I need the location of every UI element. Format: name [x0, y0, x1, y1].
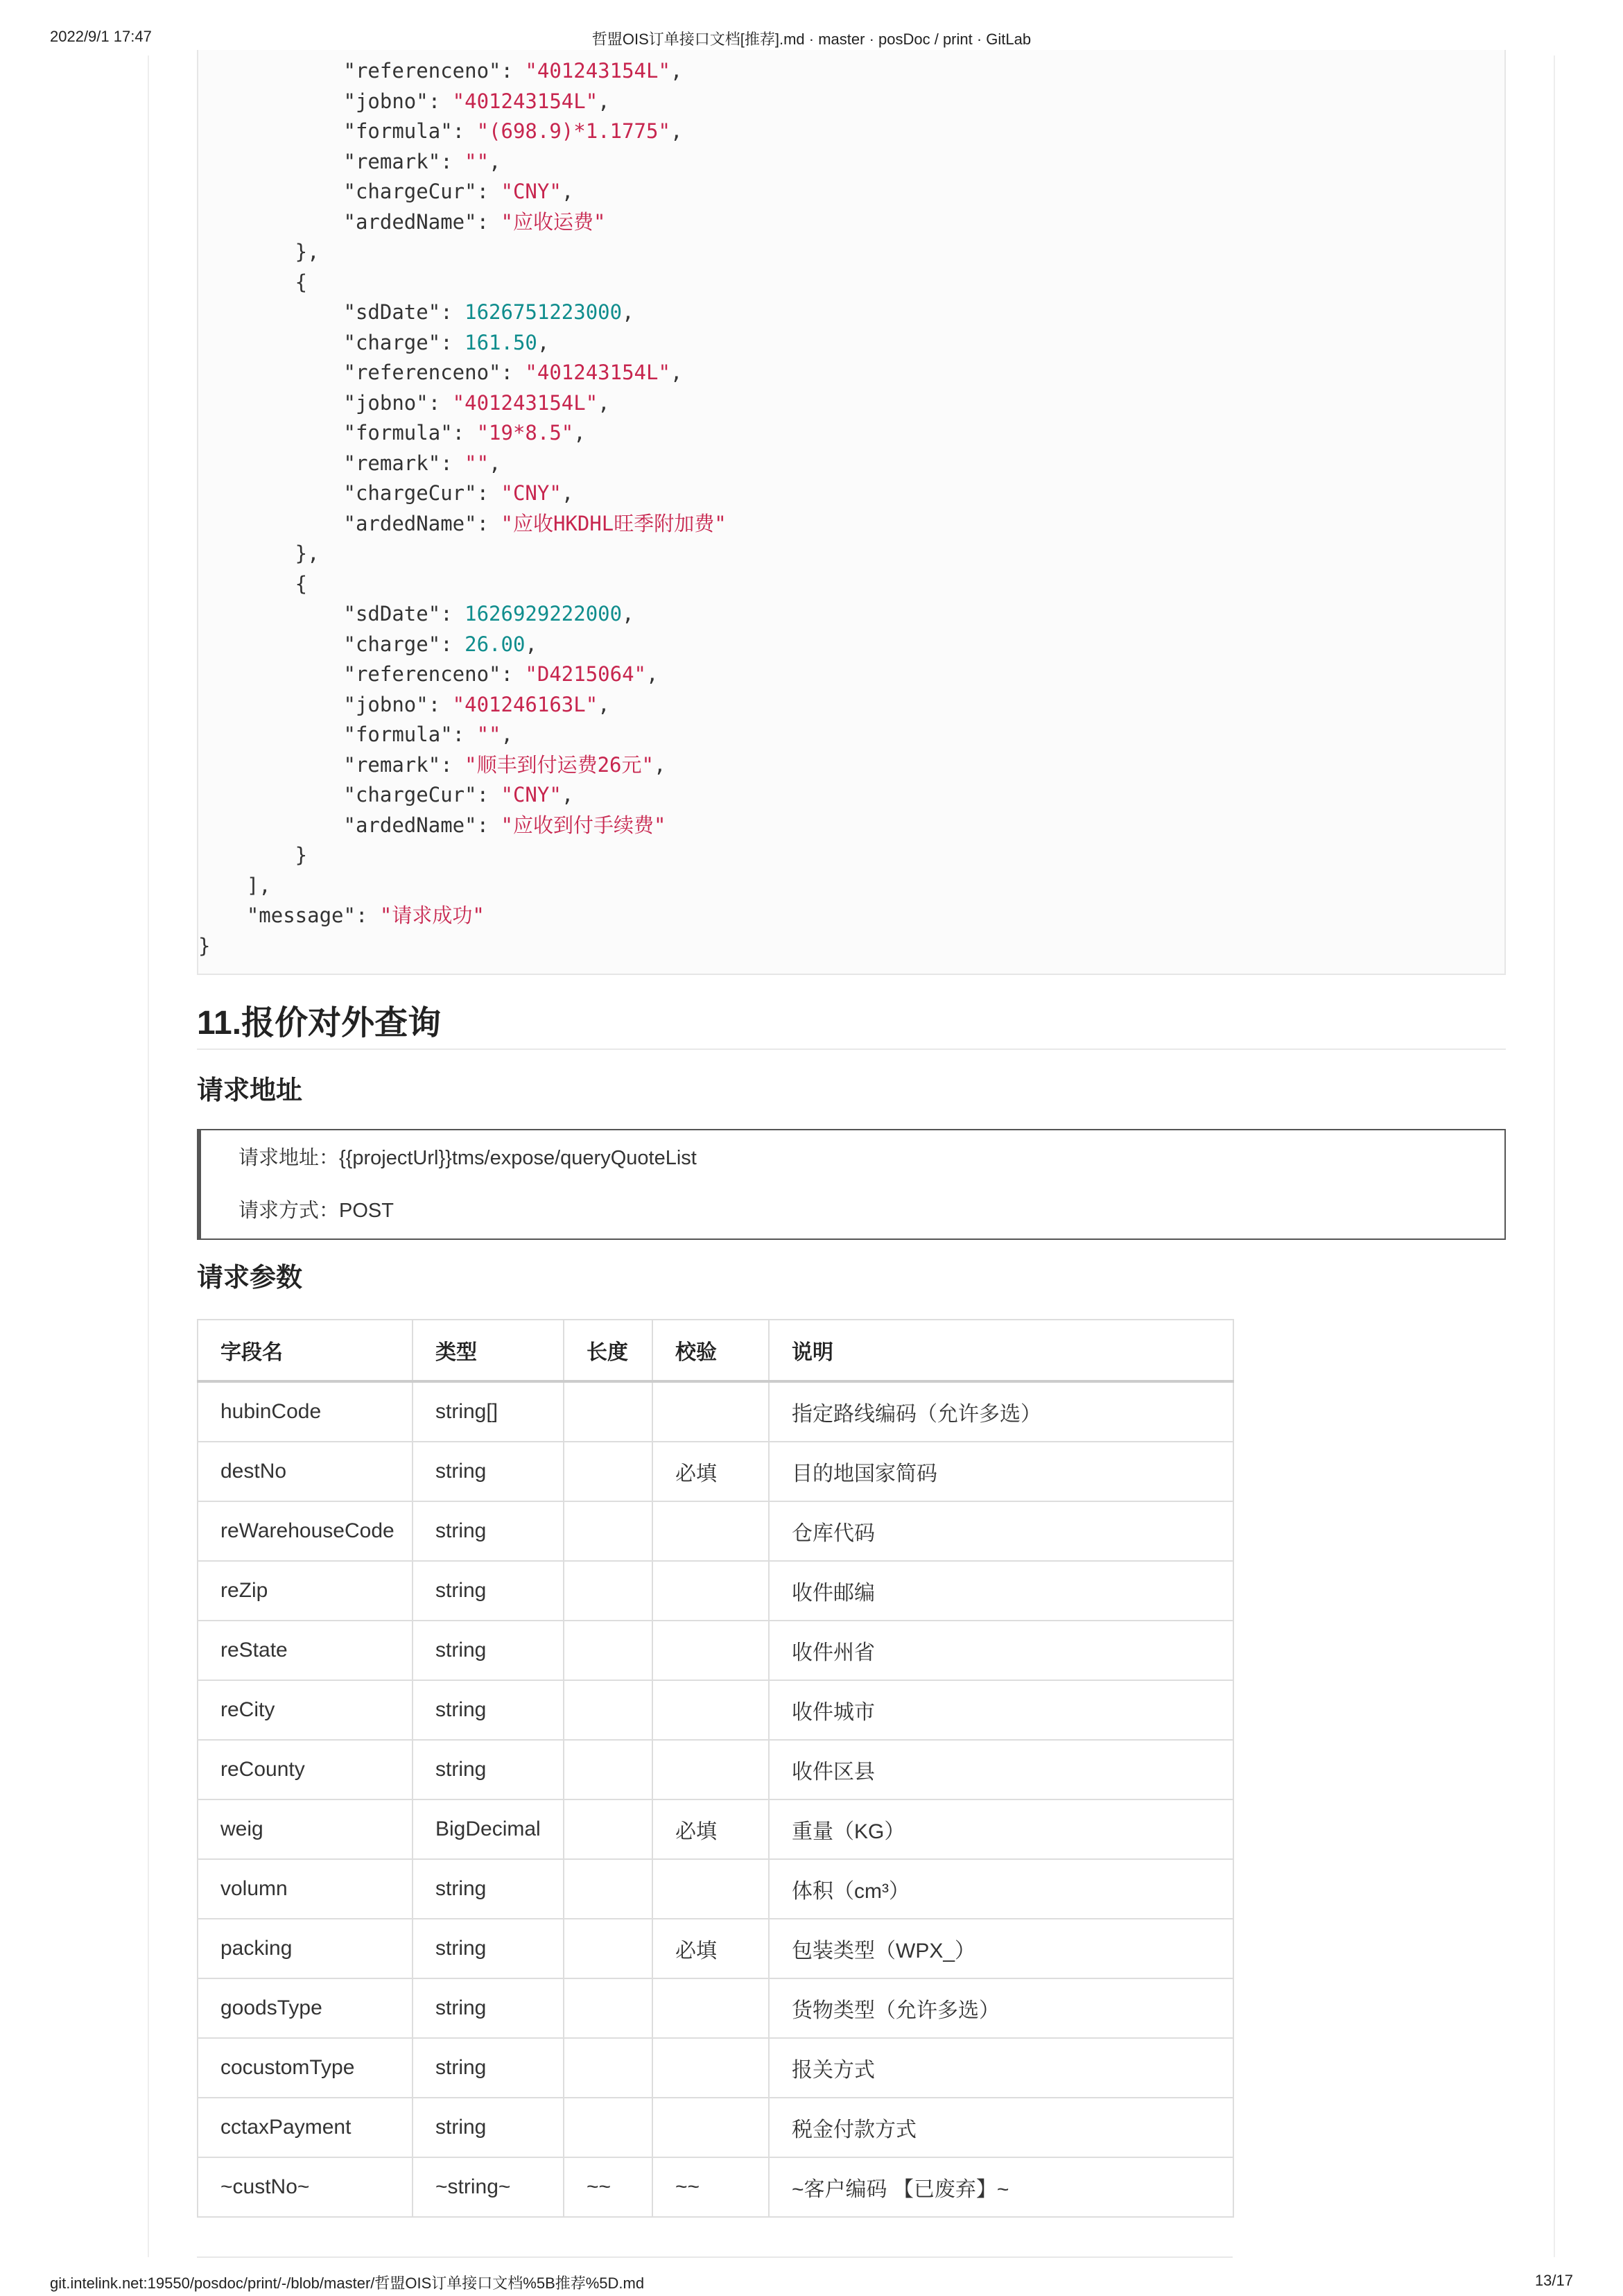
code-token: "referenceno": — [198, 662, 526, 686]
code-line — [198, 359, 682, 386]
code-line — [198, 208, 605, 236]
cell-type: string — [413, 1919, 564, 1978]
cell-description: 指定路线编码（允许多选） — [769, 1381, 1233, 1442]
request-params-table — [197, 1319, 1234, 2218]
cell-description: 报关方式 — [769, 2038, 1233, 2098]
code-line — [198, 751, 666, 779]
cell-validation — [652, 1621, 769, 1680]
code-token: "" — [465, 149, 489, 173]
page-number: 13/17 — [1534, 2272, 1573, 2289]
code-token: "charge": — [198, 632, 465, 656]
json-response-code-block — [197, 50, 1506, 975]
code-token: "401243154L" — [525, 361, 670, 384]
table-row — [198, 1919, 1233, 1978]
cell-validation — [652, 1381, 769, 1442]
page-right-border — [1554, 55, 1555, 2257]
code-token: , — [501, 723, 513, 746]
cell-validation — [652, 1501, 769, 1561]
cell-validation — [652, 1680, 769, 1740]
cell-description: 货物类型（允许多选） — [769, 1978, 1233, 2038]
code-token: { — [198, 270, 308, 294]
code-line — [198, 178, 573, 205]
cell-type: ~string~ — [413, 2157, 564, 2217]
code-token: "formula": — [198, 119, 477, 143]
cell-length — [564, 1561, 652, 1621]
request-params-heading: 请求参数 — [197, 1263, 303, 1293]
code-line — [198, 449, 501, 477]
header-field-name: 字段名 — [198, 1320, 413, 1381]
section-heading: 11.报价对外查询 — [197, 999, 1506, 1050]
code-line — [198, 872, 271, 899]
header-type: 类型 — [413, 1320, 564, 1381]
code-line — [198, 932, 210, 960]
cell-length — [564, 1799, 652, 1859]
code-token: , — [489, 149, 501, 173]
code-token: "ardedName": — [198, 511, 501, 535]
code-line — [198, 298, 634, 326]
code-token: "应收HKDHL旺季附加费" — [501, 511, 727, 535]
code-line — [198, 148, 501, 175]
code-token: { — [198, 571, 308, 596]
table-row — [198, 1442, 1233, 1501]
code-token: , — [537, 330, 550, 354]
header-description: 说明 — [769, 1320, 1233, 1381]
code-token: , — [561, 180, 574, 203]
code-token: "ardedName": — [198, 209, 501, 234]
code-token: "jobno": — [198, 390, 453, 415]
code-token: "referenceno": — [198, 59, 526, 83]
code-token: }, — [198, 542, 320, 565]
cell-validation — [652, 1978, 769, 2038]
code-token: , — [670, 119, 683, 143]
cell-length — [564, 1919, 652, 1978]
cell-validation — [652, 1740, 769, 1799]
print-url: git.intelink.net:19550/posdoc/print/-/blob/master/哲盟OIS订单接口文档%5B推荐%5D.md — [50, 2275, 645, 2292]
cell-length — [564, 1621, 652, 1680]
code-token: "chargeCur": — [198, 481, 501, 505]
code-line — [198, 570, 307, 598]
code-token: "chargeCur": — [198, 180, 501, 203]
code-token: "sdDate": — [198, 300, 465, 324]
code-token: "" — [476, 723, 501, 746]
cell-field-name: reCity — [198, 1680, 413, 1740]
code-token: , — [646, 662, 659, 686]
code-token: "formula": — [198, 723, 477, 746]
code-token: , — [561, 481, 574, 505]
table-row — [198, 1561, 1233, 1621]
cell-length — [564, 2098, 652, 2157]
table-row — [198, 1799, 1233, 1859]
code-token: , — [573, 421, 586, 444]
cell-type: string — [413, 1561, 564, 1621]
request-address-line: 请求地址：{{projectUrl}}tms/expose/queryQuoteList — [238, 1147, 697, 1169]
cell-description: 仓库代码 — [769, 1501, 1233, 1561]
cell-field-name: reState — [198, 1621, 413, 1680]
cell-type: string — [413, 1740, 564, 1799]
cell-length — [564, 1442, 652, 1501]
code-token: , — [598, 89, 610, 113]
cell-field-name: destNo — [198, 1442, 413, 1501]
code-line — [198, 389, 610, 417]
code-token: "CNY" — [501, 783, 562, 806]
code-token: "" — [465, 451, 489, 475]
code-line — [198, 117, 682, 145]
cell-validation: 必填 — [652, 1442, 769, 1501]
code-token: "(698.9)*1.1775" — [476, 119, 670, 143]
cell-type: string — [413, 1621, 564, 1680]
code-token: "顺丰到付运费26元" — [465, 752, 654, 777]
cell-description: 收件城市 — [769, 1680, 1233, 1740]
code-token: , — [653, 752, 666, 777]
code-line — [198, 841, 307, 869]
cell-validation — [652, 1859, 769, 1919]
code-token: } — [198, 843, 308, 867]
code-token: "401246163L" — [452, 692, 598, 716]
cell-type: string — [413, 1859, 564, 1919]
header-length: 长度 — [564, 1320, 652, 1381]
cell-description: ~客户编码 【已废弃】~ — [769, 2157, 1233, 2217]
code-token: "401243154L" — [525, 59, 670, 83]
cell-field-name: hubinCode — [198, 1381, 413, 1442]
code-line — [198, 691, 610, 718]
cell-field-name: volumn — [198, 1859, 413, 1919]
code-token: "请求成功" — [379, 904, 485, 927]
request-info-blockquote — [197, 1129, 1506, 1240]
code-token: } — [198, 933, 211, 958]
code-token: "CNY" — [501, 180, 562, 203]
code-token: , — [670, 59, 683, 83]
code-line — [198, 87, 610, 115]
cell-length: ~~ — [564, 2157, 652, 2217]
code-token: "referenceno": — [198, 361, 526, 384]
cell-description: 税金付款方式 — [769, 2098, 1233, 2157]
cell-field-name: reZip — [198, 1561, 413, 1621]
code-token: "401243154L" — [452, 390, 598, 415]
cell-field-name: reCounty — [198, 1740, 413, 1799]
code-line — [198, 781, 573, 809]
cell-length — [564, 2038, 652, 2098]
cell-length — [564, 1978, 652, 2038]
cell-validation: 必填 — [652, 1919, 769, 1978]
request-address-heading: 请求地址 — [197, 1076, 303, 1105]
cell-type: string — [413, 1501, 564, 1561]
table-row — [198, 1740, 1233, 1799]
code-token: }, — [198, 240, 320, 264]
cell-type: string — [413, 2038, 564, 2098]
code-line — [198, 479, 573, 507]
code-token: "sdDate": — [198, 602, 465, 625]
cell-description: 收件区县 — [769, 1740, 1233, 1799]
code-token: , — [622, 300, 634, 324]
content-bottom-rule — [197, 2256, 1233, 2258]
cell-type: string[] — [413, 1381, 564, 1442]
code-token: "19*8.5" — [476, 421, 574, 444]
cell-validation — [652, 2098, 769, 2157]
code-token: "formula": — [198, 421, 477, 444]
code-line — [198, 630, 537, 658]
code-token: "remark": — [198, 451, 465, 475]
cell-length — [564, 1740, 652, 1799]
code-token: "chargeCur": — [198, 783, 501, 806]
page-left-border — [148, 55, 149, 2257]
table-row — [198, 1978, 1233, 2038]
cell-length — [564, 1381, 652, 1442]
cell-validation: 必填 — [652, 1799, 769, 1859]
header-validation: 校验 — [652, 1320, 769, 1381]
code-token: , — [598, 390, 610, 415]
code-line — [198, 720, 513, 748]
request-method-line: 请求方式：POST — [238, 1200, 394, 1222]
code-token: "charge": — [198, 330, 465, 354]
print-footer — [50, 2272, 1573, 2294]
cell-description: 收件邮编 — [769, 1561, 1233, 1621]
cell-description: 重量（KG） — [769, 1799, 1233, 1859]
table-row — [198, 1381, 1233, 1442]
code-line — [198, 329, 549, 356]
cell-field-name: ~custNo~ — [198, 2157, 413, 2217]
code-line — [198, 540, 320, 567]
code-token: 1626751223000 — [465, 300, 623, 324]
code-token: 1626929222000 — [465, 602, 623, 625]
cell-validation — [652, 2038, 769, 2098]
cell-type: string — [413, 1680, 564, 1740]
code-line — [198, 419, 586, 447]
code-line — [198, 660, 658, 688]
code-token: , — [670, 361, 683, 384]
cell-description: 目的地国家简码 — [769, 1442, 1233, 1501]
cell-description: 包装类型（WPX_） — [769, 1919, 1233, 1978]
code-line — [198, 57, 682, 85]
code-line — [198, 600, 634, 628]
code-token: "remark": — [198, 149, 465, 173]
cell-description: 体积（cm³） — [769, 1859, 1233, 1919]
cell-field-name: cctaxPayment — [198, 2098, 413, 2157]
table-row — [198, 1680, 1233, 1740]
cell-type: BigDecimal — [413, 1799, 564, 1859]
code-token: "jobno": — [198, 89, 453, 113]
table-header-row — [198, 1320, 1233, 1381]
code-token: 161.50 — [465, 330, 537, 354]
cell-field-name: goodsType — [198, 1978, 413, 2038]
cell-type: string — [413, 2098, 564, 2157]
cell-length — [564, 1501, 652, 1561]
code-line — [198, 811, 666, 839]
print-date: 2022/9/1 17:47 — [50, 28, 152, 45]
cell-field-name: reWarehouseCode — [198, 1501, 413, 1561]
code-token: , — [489, 451, 501, 475]
cell-description: 收件州省 — [769, 1621, 1233, 1680]
code-line — [198, 268, 307, 296]
code-token: , — [598, 692, 610, 716]
cell-type: string — [413, 1978, 564, 2038]
code-token: "应收运费" — [501, 209, 606, 234]
table-row — [198, 2098, 1233, 2157]
code-token: , — [525, 632, 537, 656]
table-row — [198, 2038, 1233, 2098]
cell-field-name: weig — [198, 1799, 413, 1859]
cell-field-name: cocustomType — [198, 2038, 413, 2098]
code-token: "401243154L" — [452, 89, 598, 113]
print-header — [50, 28, 1573, 50]
code-token: "ardedName": — [198, 813, 501, 837]
code-token: , — [561, 783, 574, 806]
print-title: 哲盟OIS订单接口文档[推荐].md · master · posDoc / print · GitLab — [591, 31, 1032, 48]
table-row — [198, 2157, 1233, 2217]
code-token: , — [622, 602, 634, 625]
code-token: "D4215064" — [525, 662, 647, 686]
table-row — [198, 1621, 1233, 1680]
cell-type: string — [413, 1442, 564, 1501]
code-token: "jobno": — [198, 692, 453, 716]
code-token: 26.00 — [465, 632, 526, 656]
code-token: "应收到付手续费" — [501, 813, 666, 837]
code-token: "remark": — [198, 752, 465, 777]
cell-validation: ~~ — [652, 2157, 769, 2217]
table-row — [198, 1859, 1233, 1919]
cell-length — [564, 1680, 652, 1740]
code-line — [198, 510, 727, 537]
table-row — [198, 1501, 1233, 1561]
cell-length — [564, 1859, 652, 1919]
code-token: ], — [198, 873, 271, 897]
code-line — [198, 238, 320, 266]
code-line — [198, 901, 485, 929]
code-token: "message": — [198, 904, 380, 927]
cell-field-name: packing — [198, 1919, 413, 1978]
cell-validation — [652, 1561, 769, 1621]
code-token: "CNY" — [501, 481, 562, 505]
